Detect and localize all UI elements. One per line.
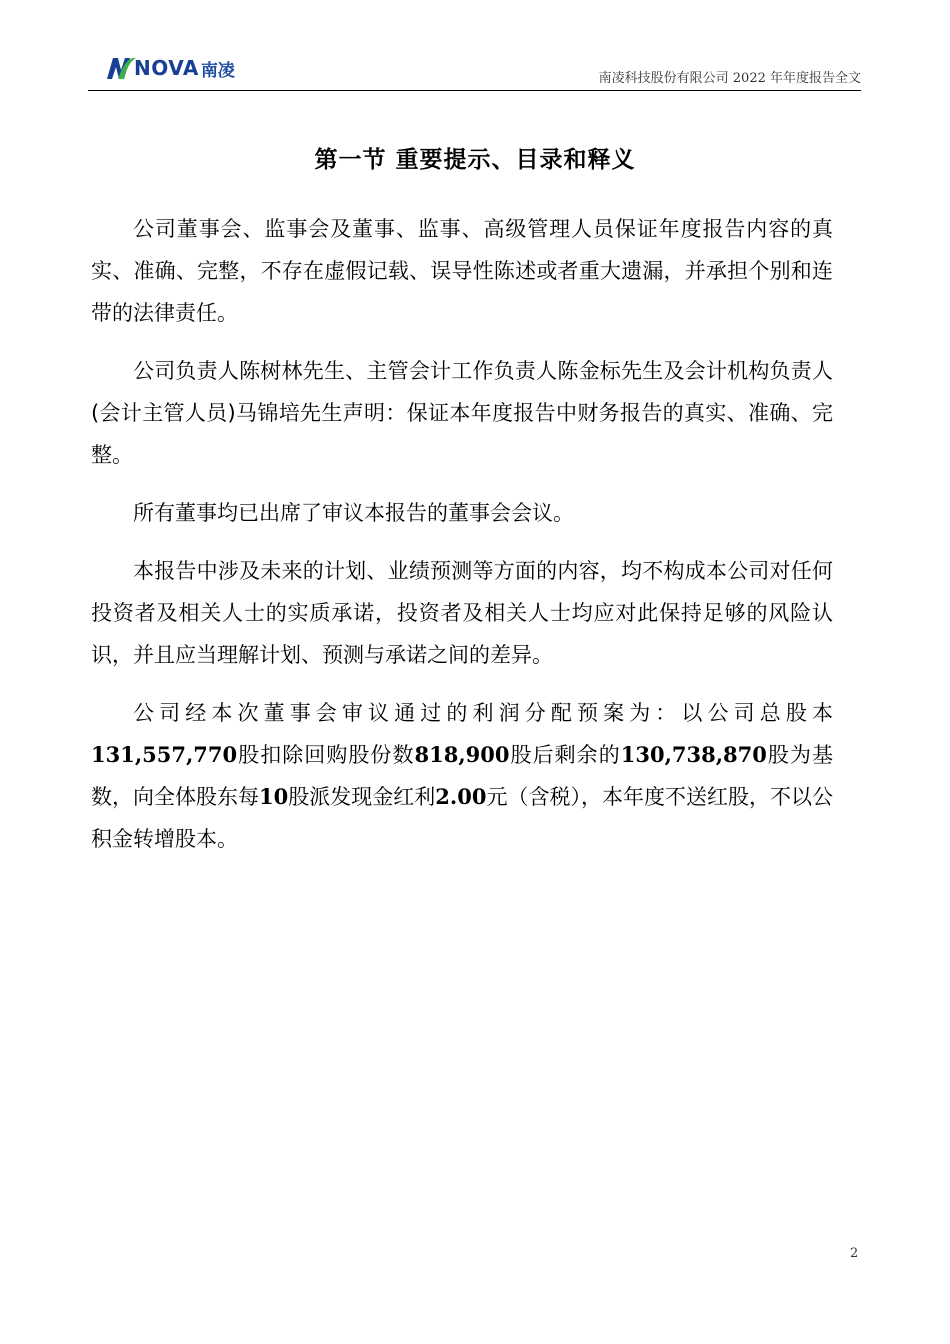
text-segment: 股为基数，向全体股东每 (91, 743, 834, 809)
text-segment: 元（含税），本年度不送红股，不以公积金转增股本。 (91, 785, 834, 851)
paragraph-executive-statement: 公司负责人陈树林先生、主管会计工作负责人陈金标先生及会计机构负责人(会计主管人员)马锦培先生声明：保证本年度报告中财务报告的真实、准确、完整。 (91, 359, 833, 467)
paragraph-profit-distribution (91, 692, 833, 860)
text-segment: 股扣除回购股份数 (237, 743, 415, 767)
paragraph-attendance: 所有董事均已出席了审议本报告的董事会会议。 (133, 501, 574, 525)
total-shares-value: 131,557,770 (91, 742, 238, 767)
document-title: 南凌科技股份有限公司 2022 年年度报告全文 (598, 71, 861, 86)
section-title: 第一节 重要提示、目录和释义 (314, 147, 636, 173)
page-header (88, 48, 861, 91)
dividend-value: 2.00 (435, 784, 487, 809)
nova-logo-icon (104, 54, 138, 82)
paragraph-forward-looking: 本报告中涉及未来的计划、业绩预测等方面的内容，均不构成本公司对任何投资者及相关人士的实质承诺，投资者及相关人士均应对此保持足够的风险认识，并且应当理解计划、预测与承诺之间的差异。 (91, 559, 833, 667)
page-number: 2 (850, 1246, 859, 1261)
text-segment: 股派发现金红利 (288, 785, 436, 809)
base-shares-value: 130,738,870 (620, 742, 767, 767)
logo-text: NOVA (134, 56, 199, 80)
text-segment: 公司经本次董事会审议通过的利润分配预案为：以公司总股本 (133, 701, 833, 725)
company-logo (104, 54, 235, 82)
text-segment: 股后剩余的 (509, 743, 621, 767)
paragraph-board-guarantee: 公司董事会、监事会及董事、监事、高级管理人员保证年度报告内容的真实、准确、完整，不存在虚假记载、误导性陈述或者重大遗漏，并承担个别和连带的法律责任。 (91, 217, 833, 325)
main-content (91, 208, 833, 876)
repurchased-shares-value: 818,900 (414, 742, 510, 767)
logo-cn-text: 南凌 (200, 60, 235, 81)
per-shares-value: 10 (259, 784, 289, 809)
